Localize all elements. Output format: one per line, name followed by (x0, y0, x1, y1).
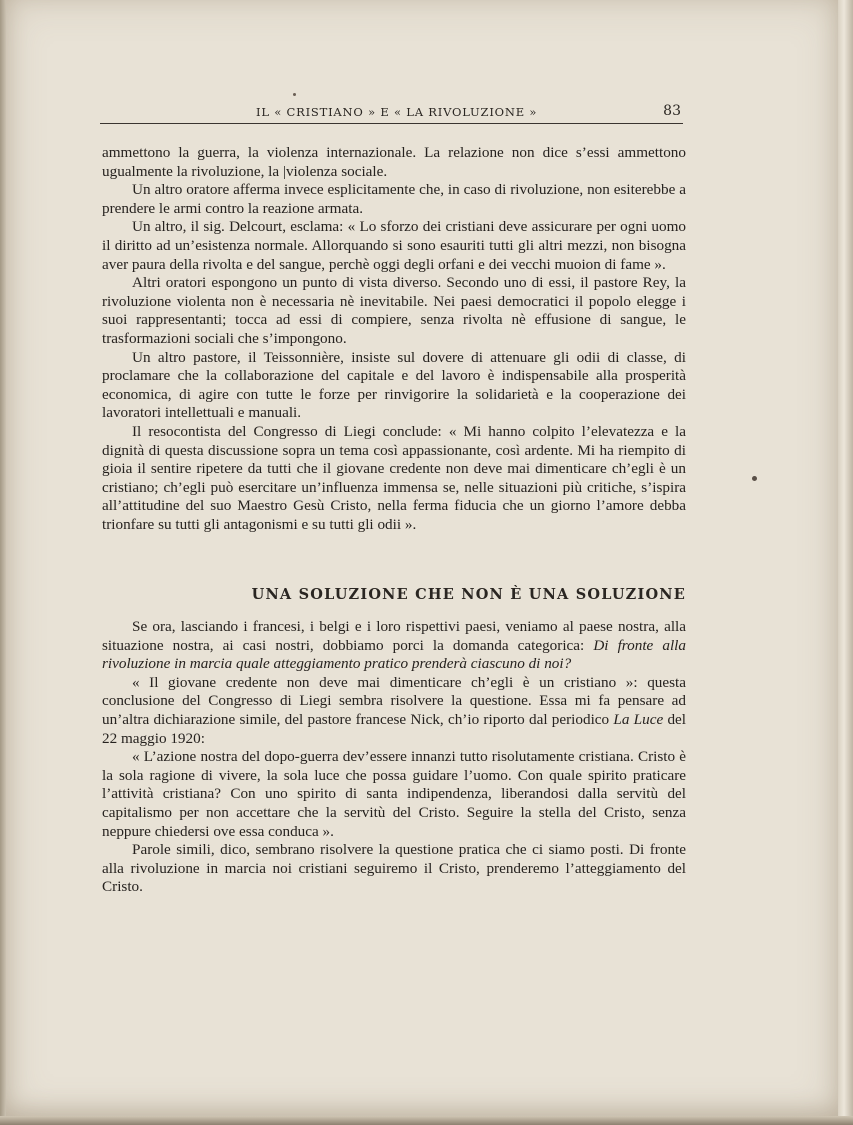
paragraph-text: Se ora, lasciando i francesi, i belgi e i loro rispettivi paesi, veniamo al paese nostra, alla situazione nostra, ai casi nostri, dobbiamo porci la domanda categorica: (102, 618, 686, 654)
ink-speck (293, 93, 296, 96)
paragraph-text: « Il giovane credente non deve mai dimenticare ch’egli è un cristiano »: questa conclusione del Congresso di Liegi sembra risolvere la questione. Essa mi fa pensare ad un’altra dichiarazione simile, del pastore francese Nick, ch’io riporto dal periodico (102, 673, 686, 728)
paragraph: Altri oratori espongono un punto di vista diverso. Secondo uno di essi, il pastore Rey, la rivoluzione violenta non è necessaria nè inevitabile. Nei paesi democratici il popolo elegge i suoi rappresentanti; tocca ad essi di compiere, senza rivolta nè effusione di sangue, le trasformazioni sociali che s’impongono. (102, 274, 686, 347)
section-heading: UNA SOLUZIONE CHE NON È UNA SOLUZIONE (251, 586, 686, 603)
paragraph (102, 674, 686, 748)
paragraph (102, 618, 686, 674)
page-number: 83 (663, 103, 681, 119)
paragraph: Il resocontista del Congresso di Liegi conclude: « Mi hanno colpito l’elevatezza e la dignità di questa discussione sopra un tema così appassionante, così ardente. Mi ha riempito di gioia il sentire ripetere da tutti che il giovane credente non deve mai dimenticare ch’egli è un cristiano; ch’egli può esercitare un’influenza immensa se, nelle situazioni più critiche, s’ispira all’attitudine del suo Maestro Gesù Cristo, nella ferma fiducia che un giorno l’amore debba trionfare su tutti gli antagonismi e su tutti gli odii ». (102, 422, 686, 533)
paragraph: Un altro pastore, il Teissonnière, insiste sul dovere di attenuare gli odii di classe, di proclamare che la collaborazione del capitale e del lavoro è indispensabile alla prosperità economica, di agire con tutte le forze per rinvigorire la solidarietà e la cooperazione dei lavoratori intellettuali e manuali. (102, 348, 686, 422)
periodical-title: La Luce (613, 710, 664, 728)
paragraph: Un altro oratore afferma invece esplicitamente che, in caso di rivoluzione, non esiterebbe a prendere le armi contro la reazione armata. (102, 181, 686, 217)
running-title: IL « CRISTIANO » E « LA RIVOLUZIONE » (256, 105, 538, 119)
paragraph: « L’azione nostra del dopo-guerra dev’essere innanzi tutto risolutamente cristiana. Cristo è la sola ragione di vivere, la sola luce che possa guidare l’uomo. Con quale spirito praticare l’attività cristiana? Con uno spirito di santa indipendenza, liberandosi dalla servitù del capitalismo per non accettare che la servitù del Cristo. Seguire la stella del Cristo, senza neppure chiedersi ove essa conduca ». (102, 748, 686, 840)
paragraph: Parole simili, dico, sembrano risolvere la questione pratica che ci siamo posti. Di fronte alla rivoluzione in marcia noi cristiani seguiremo il Cristo, prenderemo l’atteggiamento del Cristo. (102, 841, 686, 896)
paragraph-text: del 22 maggio 1920: (102, 710, 687, 747)
paragraph: Un altro, il sig. Delcourt, esclama: « Lo sforzo dei cristiani deve assicurare per ogni uomo il diritto ad un’esistenza normale. Allorquando si sono esauriti tutti gli altri mezzi, non bisogna aver paura della rivolta e del sangue, perchè oggi degli orfani e dei vecchi muoion di fame ». (102, 218, 686, 273)
ink-speck (752, 476, 757, 481)
running-header (100, 101, 683, 124)
paragraph: ammettono la guerra, la violenza internazionale. La relazione non dice s’essi ammettono ugualmente la rivoluzione, la |violenza sociale. (102, 144, 686, 180)
italic-question: Di fronte alla rivoluzione in marcia quale atteggiamento pratico prenderà ciascuno di noi? (102, 636, 686, 673)
page-stack-edge (838, 0, 853, 1125)
page-bottom-edge (0, 1116, 853, 1125)
section-1-text (102, 144, 686, 534)
section-2-text (102, 618, 686, 897)
